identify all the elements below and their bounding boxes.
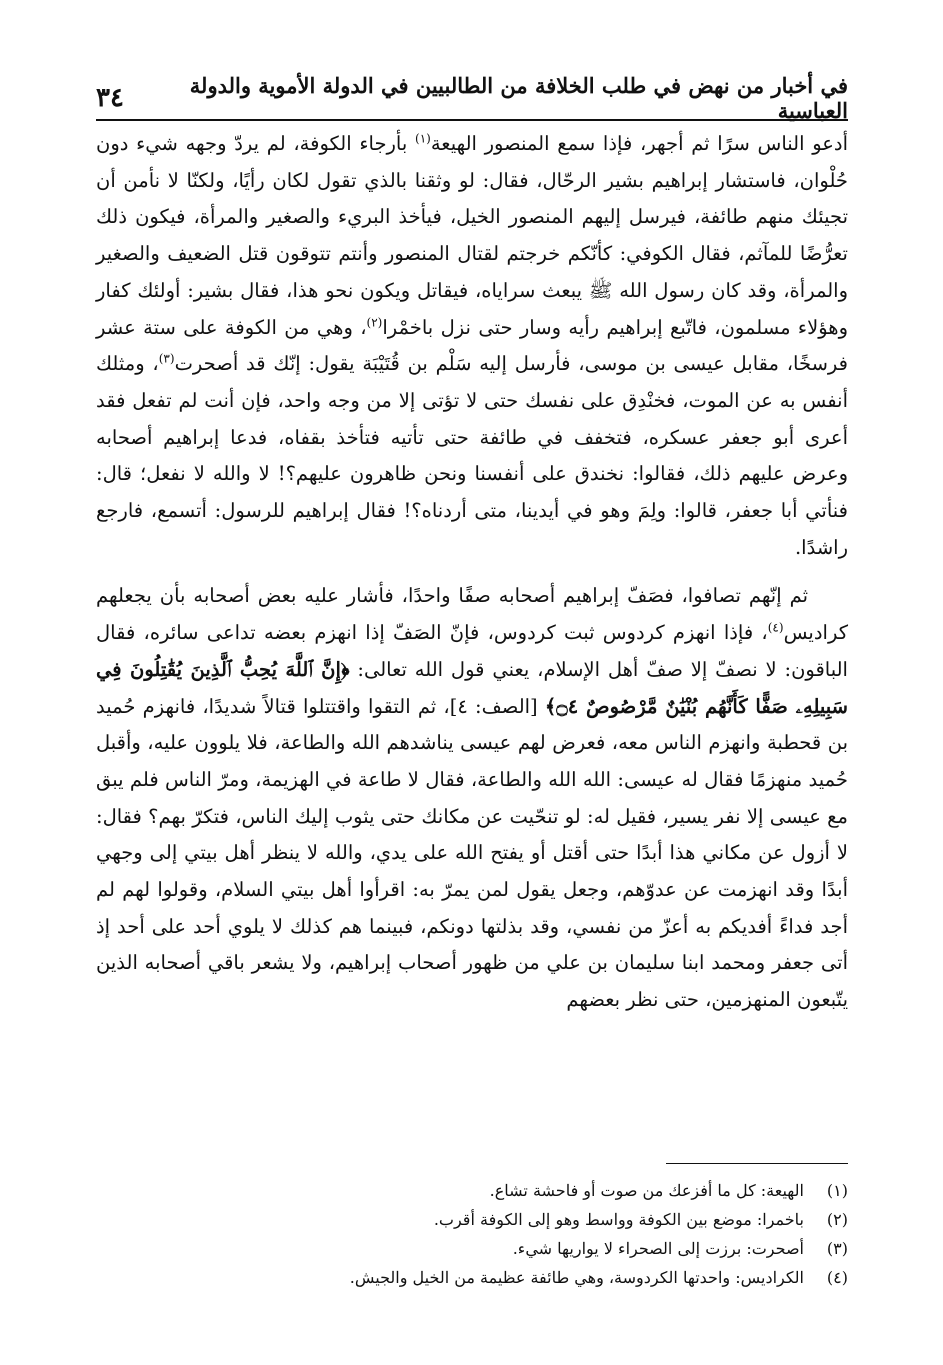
quran-verse: ﴿إِنَّ ٱللَّهَ يُحِبُّ ٱلَّذِينَ يُقَٰتِلُونَ فِي سَبِيلِهِۦ صَفًّا كَأَنَّهُم بُنْيَٰنٌ مَّرْصُوصٌ ۝٤﴾ [96, 657, 849, 718]
footnote [96, 1176, 848, 1205]
text-segment: ، فإذا انهزم كردوس ثبت كردوس، فإنّ الصَفّ إذا انهزم بعضه تداعى سائره، فقال الباقون: لا نصفّ إلا صفّ أهل الإسلام، يعني قول الله تعالى: [96, 621, 848, 681]
footnote-text: الكراديس: واحدتها الكردوسة، وهي طائفة عظيمة من الخيل والجيش. [349, 1268, 804, 1287]
paragraph [96, 126, 848, 566]
text-segment: ، ومثلك أنفس به عن الموت، فخنْدِق على نفسك حتى لا تؤتى إلا من وجه واحد، فإن أنت لم تفعل فقد أعرى أبو جعفر عسكره، فتخفف في طائفة حتى تأتيه فتأخذ بقفاه، فدعا إبراهيم أصحابه وعرض عليهم ذلك، فقالوا: نخندق على أنفسنا ونحن ظاهرون عليهم؟! لا والله لا نفعل؛ قال: فنأتي أبا جعفر، قالوا: ولِمَ وهو في أيدينا، متى أردناه؟! فقال إبراهيم للرسول: أتسمع، فارجع راشدًا. [96, 352, 848, 559]
footnote-number: (١) [826, 1181, 848, 1200]
running-title: في أخبار من نهض في طلب الخلافة من الطالبيين في الدولة الأموية والدولة العباسية [189, 73, 848, 123]
footnote-separator [666, 1163, 848, 1164]
footnote-number: (٢) [826, 1210, 848, 1229]
footnote-number: (٣) [826, 1239, 848, 1258]
page-number: ٣٤ [96, 83, 124, 113]
book-page [96, 0, 848, 1365]
footnote-reference[interactable]: (٤) [767, 620, 784, 635]
footnote [96, 1205, 848, 1234]
text-segment: أدعو الناس سرًا ثم أجهر، فإذا سمع المنصور الهيعة [430, 132, 849, 155]
footnote [96, 1234, 848, 1263]
footnote-number: (٤) [826, 1268, 848, 1287]
paragraph [96, 578, 848, 1018]
text-segment: ، وهي من الكوفة على ستة عشر فرسخًا، مقابل عيسى بن موسى، فأرسل إليه سَلْم بن قُتَيْبَة يقول: إنّك قد أصحرت [96, 315, 848, 376]
header-rule [96, 119, 848, 121]
footnotes [96, 1176, 848, 1292]
page-header [96, 73, 848, 123]
text-segment: بأرجاء الكوفة، لم يردّ وجهه شيء دون حُلْوان، فاستشار إبراهيم بشير الرحّال، فقال: لو وثقنا بالذي تقول لكان رأيًا، ولكنّا لا نأمن أن تجيئك منهم طائفة، فيرسل إليهم المنصور الخيل، فيأخذ البريء والصغير والمرأة، فيكون ذلك تعرُّضًا للمآثم، فقال الكوفي: كأنّكم خرجتم لقتال المنصور وأنتم تتوقون قتل الضعيف والصغير والمرأة، وقد كان رسول الله ﷺ يبعث سراياه، فيقاتل ويكون نحو هذا، فقال بشير: أولئك كفار وهؤلاء مسلمون، فاتّبع إبراهيم رأيه وسار حتى نزل باخمْرا [96, 132, 848, 339]
footnote-reference[interactable]: (١) [415, 131, 431, 146]
footnote-reference[interactable]: (٢) [366, 315, 383, 330]
footnote-text: باخمرا: موضع بين الكوفة وواسط وهو إلى الكوفة أقرب. [433, 1210, 804, 1229]
text-segment: ثم إنّهم تصافوا، فصَفّ إبراهيم أصحابه صفًا واحدًا، فأشار عليه بعض أصحابه بأن يجعلهم كراديس [96, 584, 848, 645]
main-text [96, 126, 848, 1019]
footnote-text: أصحرت: برزت إلى الصحراء لا يواريها شيء. [512, 1239, 804, 1258]
text-segment: [الصف: ٤]، ثم التقوا واقتتلوا قتالاً شديدًا، فانهزم حُميد بن قحطبة وانهزم الناس معه، فعرض لهم عيسى يناشدهم الله والطاعة، فلا يلوون عليه، وأقبل حُميد منهزمًا فقال له عيسى: الله الله والطاعة، فقال لا طاعة في الهزيمة، ومرّ الناس فلم يبق مع عيسى إلا نفر يسير، فقيل له: لو تنحّيت عن مكانك حتى يثوب إليك الناس، فتكرّ بهم؟ فقال: لا أزول عن مكاني هذا أبدًا حتى أقتل أو يفتح الله على يدي، والله لا ينظر أهل بيتي إلى وجهي أبدًا وقد انهزمت عن عدوّهم، وجعل يقول لمن يمرّ به: اقرأوا أهل بيتي السلام، وقولوا لهم لم أجد فداءً أفديكم به أعزّ من نفسي، وقد بذلتها دونكم، فبينما هم كذلك لا يلوي أحد على أحد إذ أتى جعفر ومحمد ابنا سليمان بن علي من ظهور أصحاب إبراهيم، ولا يشعر باقي أصحابه الذين يتّبعون المنهزمين، حتى نظر بعضهم [96, 694, 848, 1012]
footnote-reference[interactable]: (٣) [158, 351, 175, 366]
footnote-text: الهيعة: كل ما أفزعك من صوت أو فاحشة تشاع. [489, 1181, 804, 1200]
footnote [96, 1263, 848, 1292]
